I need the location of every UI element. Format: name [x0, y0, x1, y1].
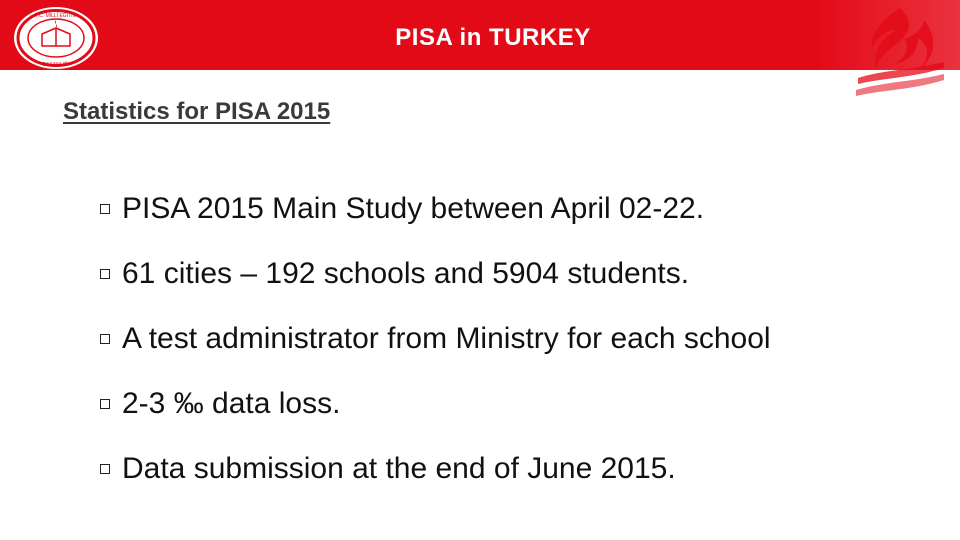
bullet-item: [100, 190, 771, 255]
bullet-item: [100, 255, 771, 320]
bullet-text: 61 cities – 192 schools and 5904 students.: [122, 257, 690, 290]
square-bullet-icon: [100, 269, 110, 279]
svg-text:BAKANLIĞI: BAKANLIĞI: [42, 62, 70, 68]
bullet-item: [100, 385, 771, 450]
header: [0, 0, 960, 72]
bullet-item: [100, 450, 771, 515]
bullet-text: 2-3 ‰ data loss.: [122, 387, 341, 420]
bullet-list: [100, 190, 771, 515]
bullet-text: Data submission at the end of June 2015.: [122, 452, 676, 485]
square-bullet-icon: [100, 399, 110, 409]
slide-subtitle: Statistics for PISA 2015: [63, 98, 331, 125]
header-title: PISA in TURKEY: [395, 24, 591, 51]
square-bullet-icon: [100, 464, 110, 474]
bullet-text: PISA 2015 Main Study between April 02-22.: [122, 192, 705, 225]
bullet-text: A test administrator from Ministry for each school: [122, 322, 771, 355]
flame-logo-icon: [852, 8, 948, 102]
square-bullet-icon: [100, 334, 110, 344]
square-bullet-icon: [100, 204, 110, 214]
svg-text:T.C. MİLLÎ EĞİTİM: T.C. MİLLÎ EĞİTİM: [35, 13, 77, 19]
bullet-item: [100, 320, 771, 385]
